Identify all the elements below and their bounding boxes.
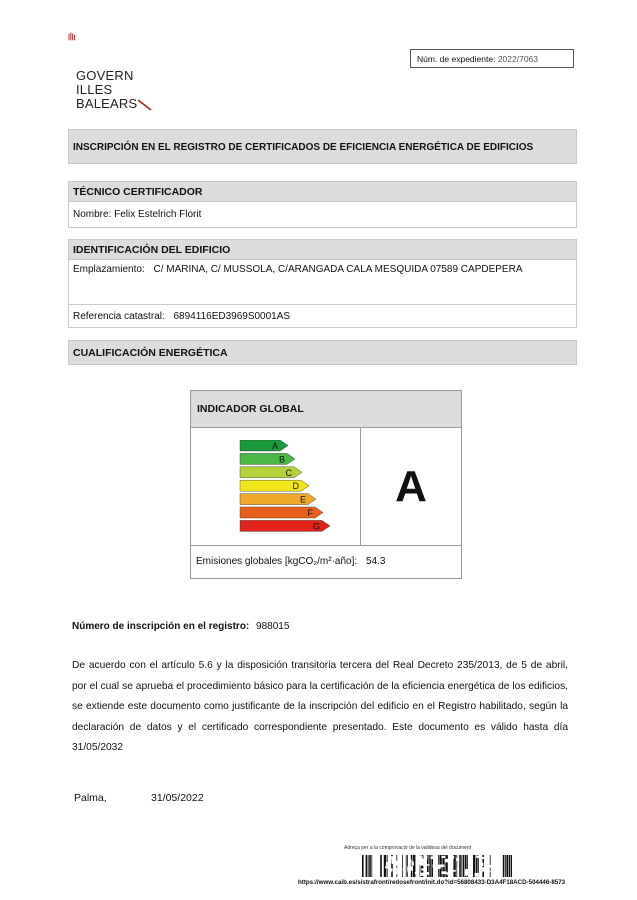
nombre-label: Nombre: bbox=[73, 209, 112, 220]
cualificacion-heading-text: CUALIFICACIÓN ENERGÉTICA bbox=[73, 347, 228, 359]
govern-illes-balears-logo-icon bbox=[68, 30, 98, 62]
justificante-paragraph: De acuerdo con el artículo 5.6 y la disposición transitoria tercera del Real Decreto 235/2013, de 5 de abril, por el cual se aprueba el procedimiento básico para la certificación de la eficiencia energética de los edificios, se extiende este documento como justificante de la inscripción del edificio en el Registro habilitado, según la declaración de datos y el certificado correspondiente presentado. Este documento es válido hasta día 31/05/2032 bbox=[72, 660, 568, 753]
document-title bbox=[68, 129, 577, 164]
energy-class-d bbox=[240, 480, 309, 491]
logo-line-1: GOVERN bbox=[76, 68, 134, 83]
expediente-value: 2022/7063 bbox=[497, 54, 539, 64]
energy-class-label: G bbox=[312, 521, 320, 532]
verificacion-label: Adreça per a la comprovació de la validesa del document bbox=[344, 845, 472, 851]
referencia-label: Referencia catastral: bbox=[73, 311, 165, 322]
edificio-heading bbox=[68, 239, 577, 260]
emisiones-label: Emisiones globales [kgCO₂/m²·año]: bbox=[196, 556, 358, 567]
tecnico-panel bbox=[68, 201, 577, 228]
firma-fecha: 31/05/2022 bbox=[151, 792, 204, 804]
indicador-heading-text: INDICADOR GLOBAL bbox=[197, 403, 304, 415]
energy-class-g bbox=[240, 520, 330, 531]
indicador-heading bbox=[190, 390, 462, 428]
verificacion-url[interactable]: https://www.caib.es/sistrafront/redosefront/init.do?id=56808433-D3A4F18ACD-504446-8573 bbox=[298, 879, 566, 886]
tecnico-heading bbox=[68, 181, 577, 202]
registro-value: 988015 bbox=[256, 621, 290, 632]
energy-class-a bbox=[240, 440, 288, 451]
nombre-row bbox=[73, 209, 201, 220]
cualificacion-heading bbox=[68, 340, 577, 365]
logo-line-3 bbox=[76, 97, 137, 111]
edificio-panel bbox=[68, 259, 577, 328]
emplazamiento-row bbox=[73, 264, 522, 275]
emplazamiento-label: Emplazamiento: bbox=[73, 264, 145, 275]
registro-label: Número de inscripción en el registro: bbox=[72, 621, 250, 632]
emplazamiento-value: C/ MARINA, C/ MUSSOLA, C/ARANGADA CALA MESQUIDA 07589 CAPDEPERA bbox=[153, 264, 523, 275]
tecnico-heading-text: TÉCNICO CERTIFICADOR bbox=[73, 186, 203, 198]
energy-class-label: D bbox=[292, 481, 299, 492]
barcode-icon bbox=[362, 855, 512, 881]
logo-line-3-text: BALEARS bbox=[76, 96, 138, 111]
expediente-label: Núm. de expediente: bbox=[417, 54, 496, 64]
firma-lugar: Palma, bbox=[74, 792, 107, 804]
registro-row bbox=[72, 621, 289, 632]
edificio-separator bbox=[69, 304, 576, 305]
document-title-text: INSCRIPCIÓN EN EL REGISTRO DE CERTIFICADOS DE EFICIENCIA ENERGÉTICA DE EDIFICIOS bbox=[73, 142, 534, 153]
emisiones-row bbox=[190, 545, 462, 579]
energy-class-label: F bbox=[307, 508, 313, 518]
edificio-heading-text: IDENTIFICACIÓN DEL EDIFICIO bbox=[73, 244, 231, 256]
nombre-value: Felix Estelrich Florit bbox=[114, 209, 202, 220]
energy-class-label: B bbox=[278, 454, 285, 465]
energy-scale bbox=[238, 440, 338, 536]
logo-slash-icon bbox=[138, 99, 152, 111]
energy-class-c bbox=[240, 467, 302, 478]
energy-class-f bbox=[240, 507, 323, 518]
emisiones-value: 54.3 bbox=[365, 556, 386, 567]
energy-rating: A bbox=[395, 462, 427, 511]
energy-class-label: E bbox=[299, 494, 306, 505]
energy-class-label: A bbox=[271, 441, 278, 451]
referencia-row bbox=[73, 311, 290, 322]
energy-class-e bbox=[240, 494, 316, 505]
energy-class-label: C bbox=[285, 467, 292, 478]
energy-class-b bbox=[240, 453, 295, 464]
logo-wordmark bbox=[76, 69, 137, 111]
expediente-box bbox=[410, 49, 574, 68]
logo-line-2: ILLES bbox=[76, 82, 113, 97]
referencia-value: 6894116ED3969S0001AS bbox=[173, 311, 291, 322]
